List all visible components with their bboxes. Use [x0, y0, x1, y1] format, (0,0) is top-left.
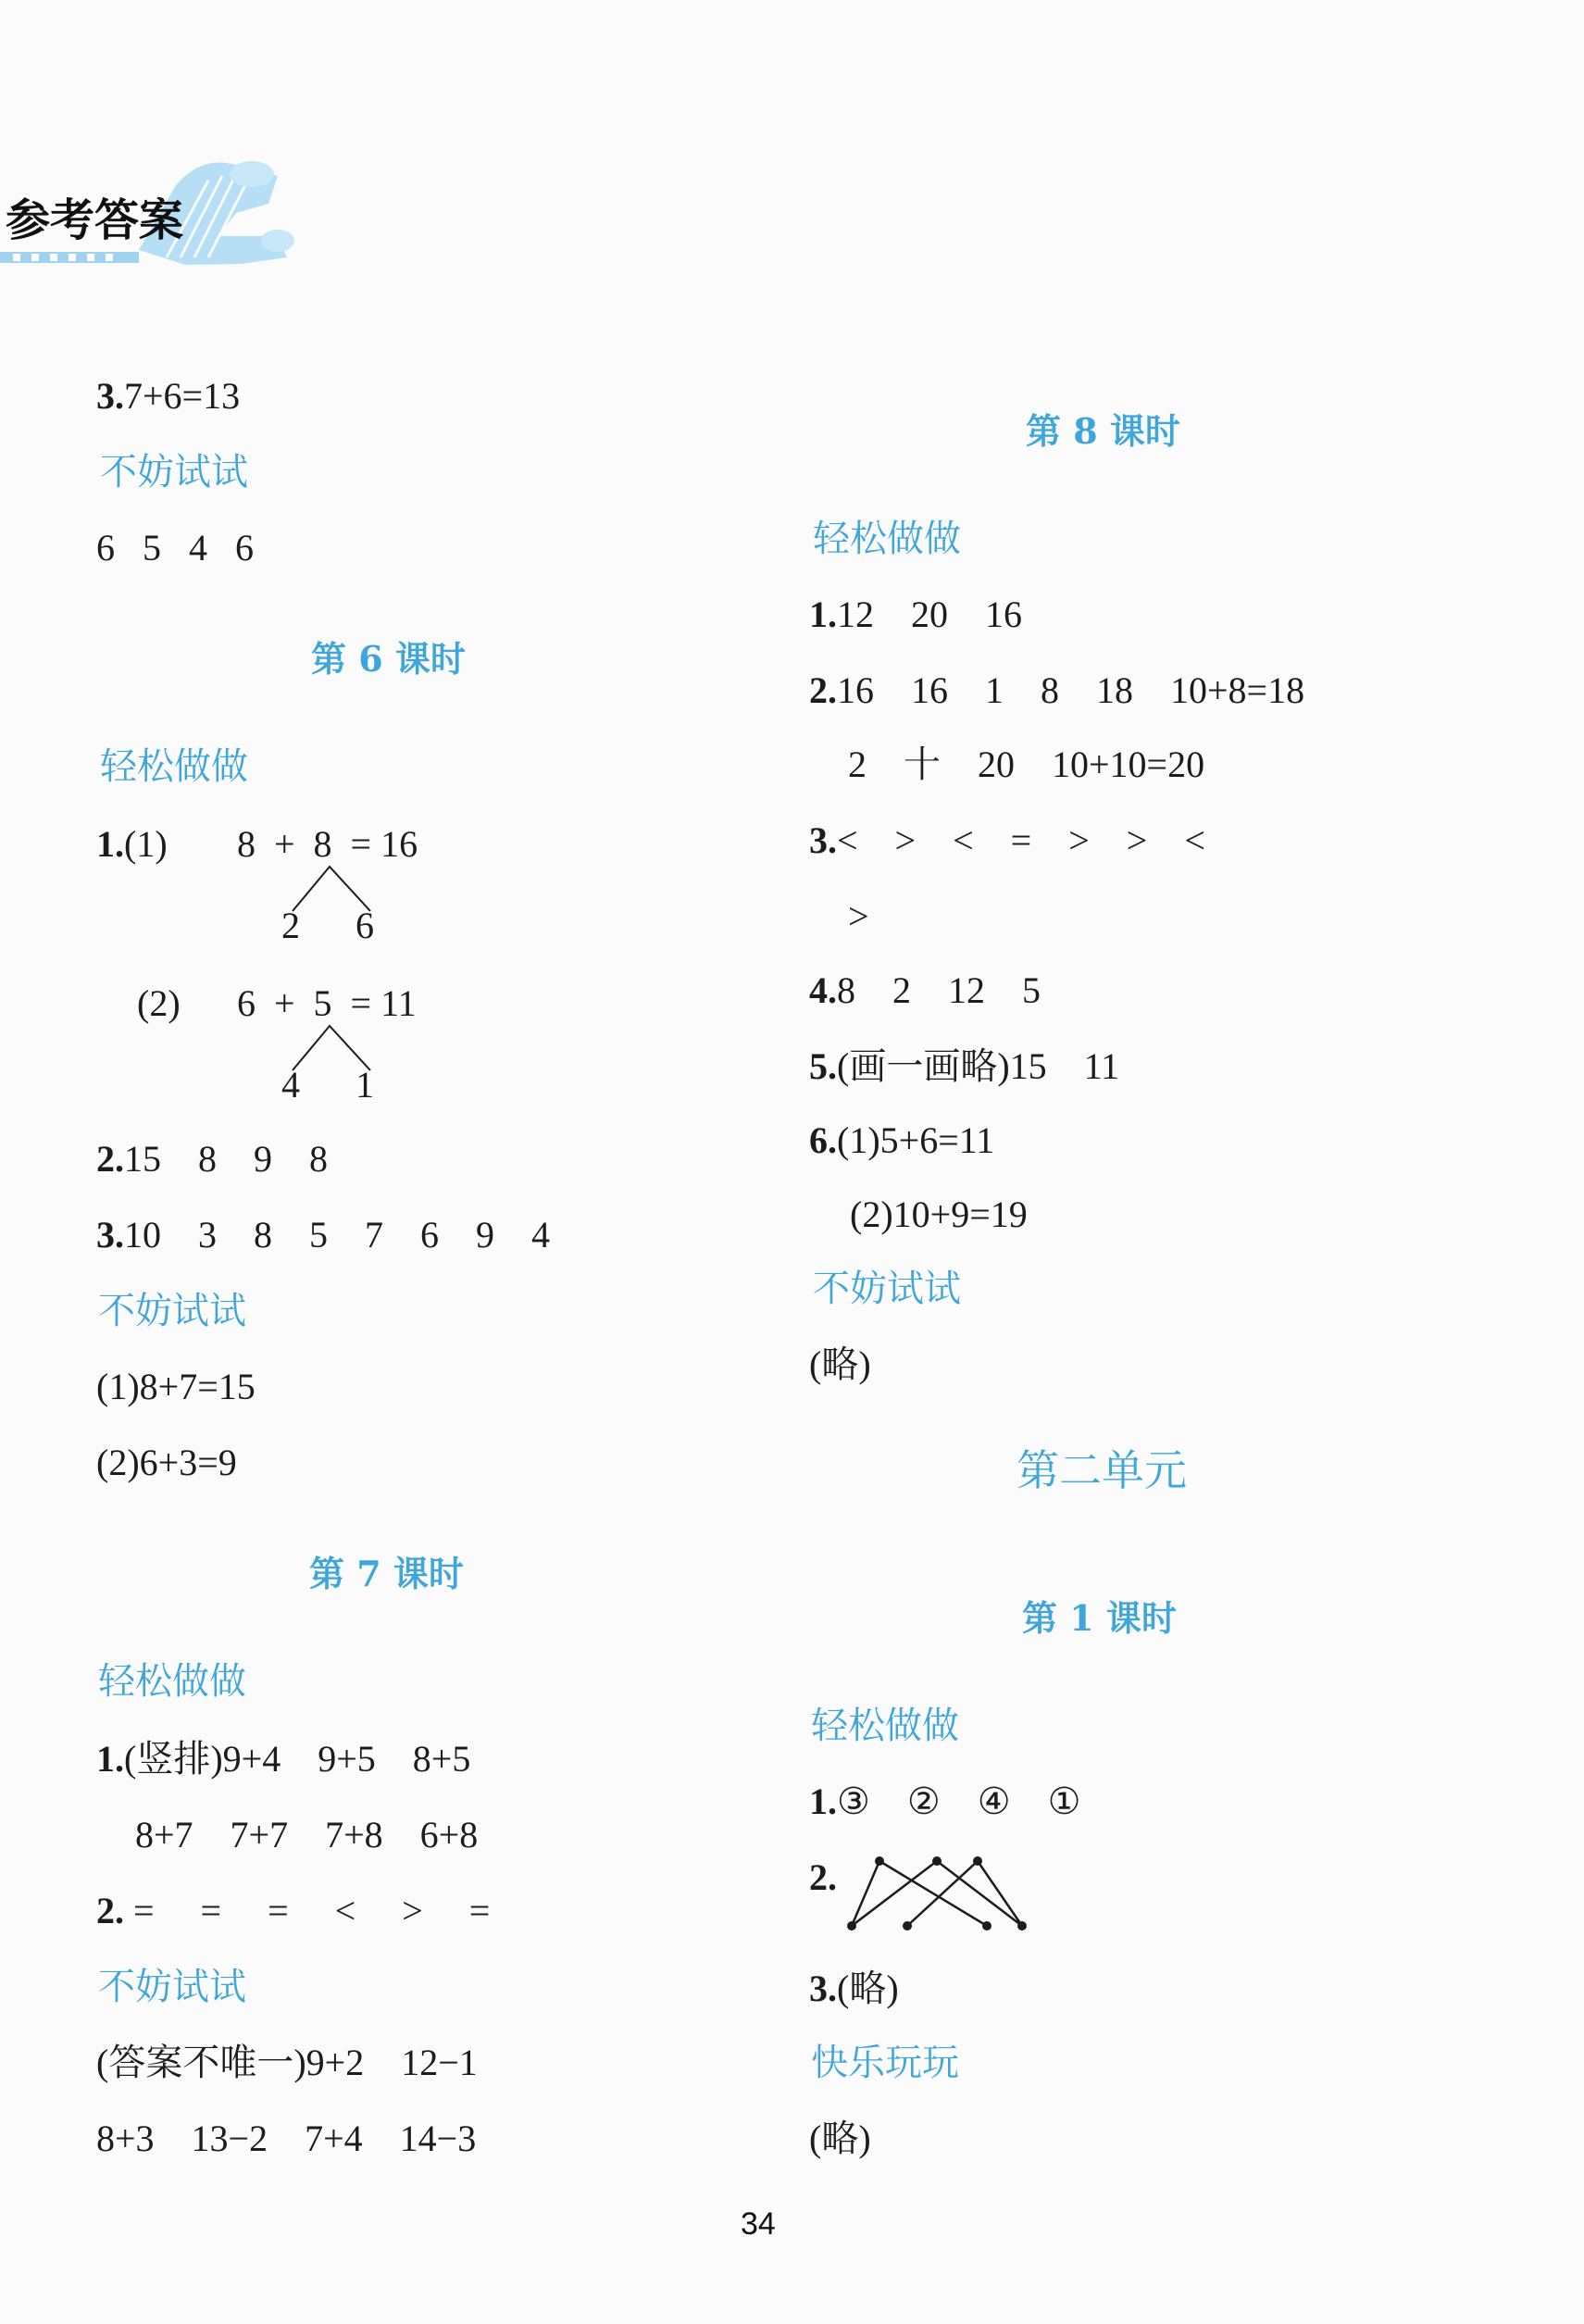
answer-line: 6 5 4 6	[96, 527, 254, 569]
answer-text: (1)5+6=11	[837, 1119, 995, 1161]
answer-text: (竖排)9+4 9+5 8+5	[124, 1738, 471, 1780]
item-number: 3.	[809, 1968, 837, 2009]
lesson-heading-8: 第 8 课时	[1026, 410, 1180, 452]
section-try: 不妨试试	[813, 1268, 961, 1310]
answer-line	[96, 822, 168, 867]
matching-lines-diagram	[842, 1846, 1046, 1939]
answer-line	[809, 668, 1304, 713]
answer-text: 8 2 12 5	[837, 969, 1041, 1011]
item-number: 5.	[809, 1045, 837, 1087]
lesson-heading-7: 第 7 课时	[309, 1553, 464, 1594]
answer-line	[96, 1737, 470, 1781]
answer-text: 12 20 16	[837, 593, 1022, 635]
item-number: 3.	[96, 1214, 124, 1256]
lesson-heading-1: 第 1 课时	[1022, 1597, 1177, 1639]
answer-line: (略)	[809, 2118, 871, 2159]
sub-label: (2)	[137, 982, 181, 1024]
lesson-heading-6: 第 6 课时	[311, 638, 466, 680]
answer-line: (答案不唯一)9+2 12−1	[96, 2042, 478, 2083]
answer-line: >	[848, 895, 869, 937]
sub-label: (1)	[124, 823, 168, 865]
decomposition-values: 4 1	[281, 1064, 374, 1106]
item-number: 1.	[96, 1738, 124, 1780]
item-number: 6.	[809, 1119, 837, 1161]
answer-line	[809, 1780, 1080, 1824]
section-easy: 轻松做做	[100, 745, 248, 788]
answer-text: ③ ② ④ ①	[837, 1780, 1081, 1822]
answer-line	[809, 593, 1022, 637]
answer-line	[809, 818, 1205, 863]
answer-text: < > < = > > <	[837, 819, 1205, 861]
answer-text: = = = < > =	[133, 1890, 491, 1931]
answer-text: 15 8 9 8	[124, 1138, 328, 1180]
item-number: 1.	[809, 593, 837, 635]
item-number: 2.	[809, 1856, 837, 1898]
answer-line	[809, 1967, 899, 2011]
item-number: 2.	[809, 669, 837, 711]
item-number: 4.	[809, 969, 837, 1011]
item-number: 3.	[96, 375, 124, 417]
expression: 6 + 5 = 11	[237, 982, 417, 1024]
section-try: 不妨试试	[100, 451, 248, 494]
answer-line: 8+7 7+7 7+8 6+8	[135, 1814, 479, 1855]
answer-text: 10 3 8 5 7 6 9 4	[124, 1214, 550, 1256]
decomposition-values: 2 6	[281, 905, 374, 946]
answer-line: (2)6+3=9	[96, 1442, 237, 1483]
answer-line	[809, 968, 1041, 1013]
answer-line	[809, 1118, 994, 1163]
item-number: 3.	[809, 819, 837, 861]
section-easy: 轻松做做	[813, 518, 961, 560]
answer-text: (略)	[837, 1968, 899, 2009]
expression: 8 + 8 = 16	[237, 823, 418, 865]
answer-line	[96, 1213, 550, 1257]
page-title: 参考答案	[6, 194, 184, 246]
item-number: 2.	[96, 1138, 124, 1180]
section-easy: 轻松做做	[98, 1660, 246, 1703]
answer-line	[809, 1044, 1119, 1089]
item-number: 1.	[96, 823, 124, 865]
answer-line	[96, 1137, 328, 1181]
section-try: 不妨试试	[98, 1290, 246, 1332]
section-try: 不妨试试	[98, 1966, 246, 2008]
answer-line: 2 十 20 10+10=20	[848, 743, 1205, 785]
item-number: 2.	[96, 1890, 124, 1931]
section-easy: 轻松做做	[811, 1705, 959, 1747]
answer-line	[96, 374, 240, 419]
answer-line: (2)10+9=19	[850, 1193, 1028, 1235]
answer-line	[96, 1889, 490, 1933]
answer-text: 7+6=13	[124, 375, 241, 417]
answer-line: (1)8+7=15	[96, 1366, 256, 1407]
answer-line: (略)	[809, 1343, 871, 1385]
item-number: 1.	[809, 1780, 837, 1822]
page-number: 34	[741, 2206, 776, 2242]
unit-heading: 第二单元	[1017, 1445, 1187, 1495]
answer-line: 8+3 13−2 7+4 14−3	[96, 2118, 477, 2159]
answer-text: (画一画略)15 11	[837, 1045, 1120, 1087]
answer-text: 16 16 1 8 18 10+8=18	[837, 669, 1305, 711]
section-play: 快乐玩玩	[811, 2042, 959, 2084]
